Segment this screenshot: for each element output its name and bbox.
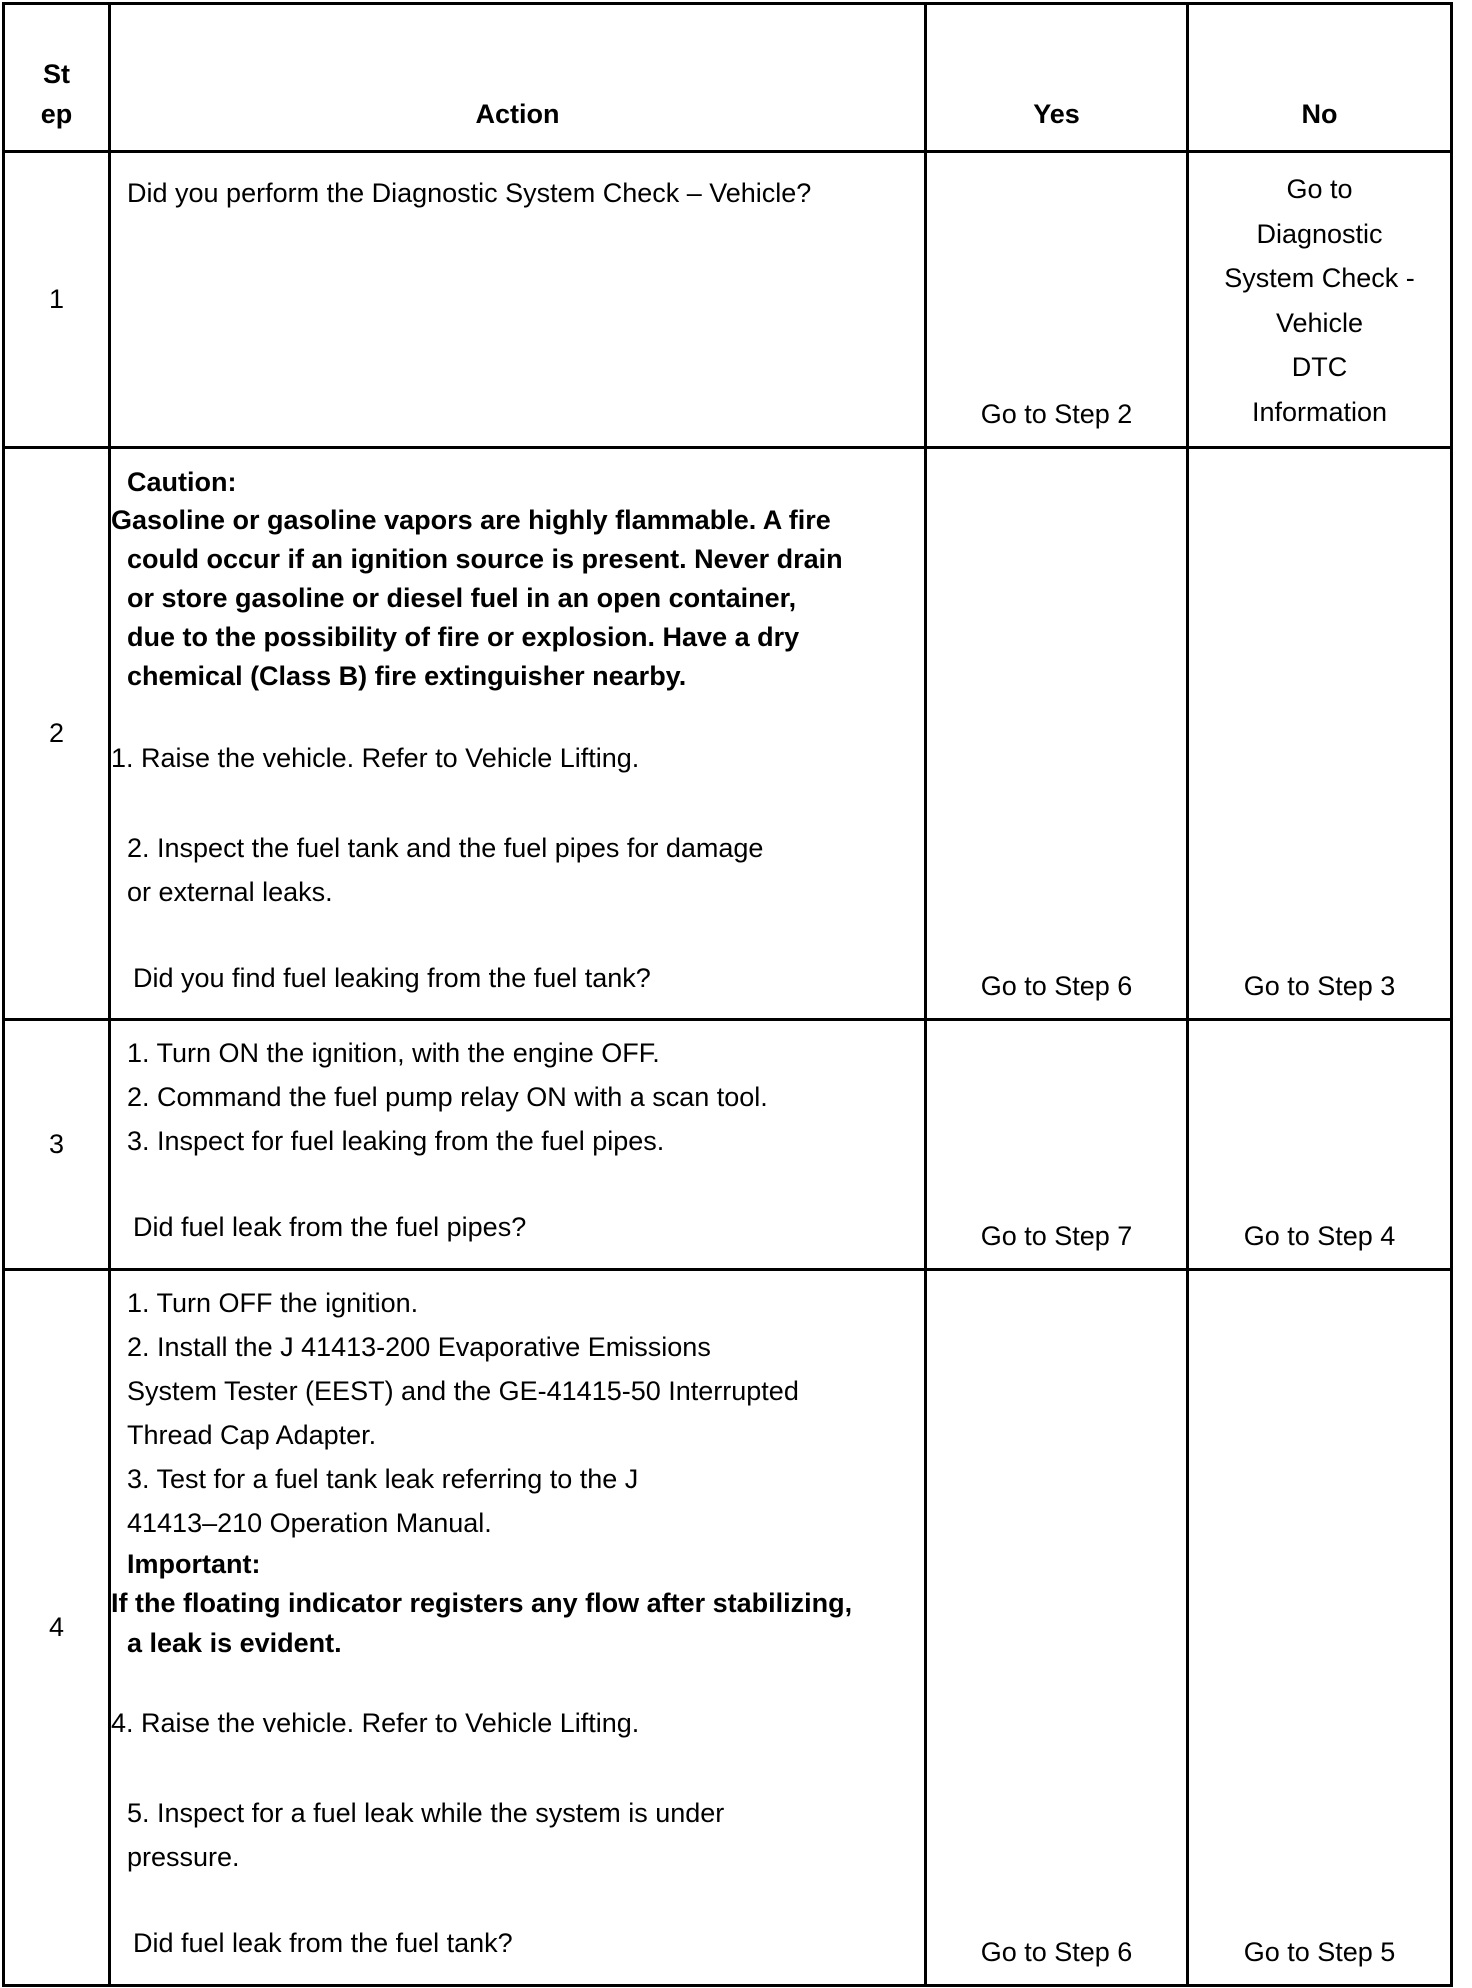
header-action: Action <box>110 4 926 152</box>
procedure-step: 3. Test for a fuel tank leak referring to the J <box>127 1464 639 1494</box>
no-cell <box>1188 1020 1452 1270</box>
no-answer: Go to Step 4 <box>1243 1221 1396 1251</box>
no-answer-line: Information <box>1251 396 1388 427</box>
no-answer: Go to Step 3 <box>1243 971 1396 1001</box>
header-yes: Yes <box>926 4 1188 152</box>
yes-cell <box>926 448 1188 1020</box>
procedure-step: 1. Turn OFF the ignition. <box>127 1288 419 1318</box>
no-answer-line: DTC <box>1291 352 1348 382</box>
no-answer-line: System Check - <box>1224 263 1415 293</box>
table-row-step-4 <box>4 1270 1452 1986</box>
step-number: 1 <box>4 152 110 448</box>
important-text-line: a leak is evident. <box>127 1628 342 1658</box>
action-question: Did you find fuel leaking from the fuel tank? <box>133 963 651 993</box>
procedure-step: 2. Inspect the fuel tank and the fuel pipes for damage <box>127 833 764 863</box>
caution-text-line: chemical (Class B) fire extinguisher nearby. <box>127 661 687 691</box>
action-question: Did fuel leak from the fuel pipes? <box>133 1212 527 1242</box>
caution-label: Caution: <box>127 467 237 497</box>
no-answer-line: Go to <box>1286 174 1353 204</box>
header-no: No <box>1188 4 1452 152</box>
important-label: Important: <box>127 1549 261 1579</box>
action-question: Did you perform the Diagnostic System Check – Vehicle? <box>127 178 812 208</box>
header-step-line1: St <box>43 59 70 89</box>
header-step-line2: ep <box>40 99 73 129</box>
yes-answer: Go to Step 6 <box>980 971 1133 1001</box>
procedure-step: 2. Command the fuel pump relay ON with a scan tool. <box>127 1082 768 1112</box>
step-number: 2 <box>4 448 110 1020</box>
table-row-step-1 <box>4 152 1452 448</box>
procedure-step: 3. Inspect for fuel leaking from the fuel pipes. <box>127 1126 665 1156</box>
no-cell <box>1188 1270 1452 1986</box>
yes-answer: Go to Step 6 <box>980 1937 1133 1967</box>
no-answer-line: Vehicle <box>1275 307 1364 338</box>
procedure-step-continued: 41413–210 Operation Manual. <box>127 1508 492 1538</box>
action-cell <box>110 1020 926 1270</box>
procedure-step: 1. Raise the vehicle. Refer to Vehicle Lifting. <box>111 743 640 773</box>
procedure-step-continued: System Tester (EEST) and the GE-41415-50 Interrupted <box>127 1376 799 1406</box>
caution-text-line: due to the possibility of fire or explosion. Have a dry <box>127 622 800 652</box>
yes-answer: Go to Step 7 <box>980 1221 1133 1251</box>
step-number: 4 <box>4 1270 110 1986</box>
procedure-step: 2. Install the J 41413-200 Evaporative Emissions <box>127 1332 711 1362</box>
important-text-line: If the floating indicator registers any flow after stabilizing, <box>111 1588 853 1618</box>
header-step <box>4 4 110 152</box>
action-cell <box>110 1270 926 1986</box>
caution-text-line: Gasoline or gasoline vapors are highly flammable. A fire <box>111 505 831 535</box>
no-cell <box>1188 448 1452 1020</box>
action-question: Did fuel leak from the fuel tank? <box>133 1928 513 1958</box>
procedure-step: 5. Inspect for a fuel leak while the system is under <box>127 1798 725 1828</box>
action-cell <box>110 152 926 448</box>
table-row-step-3 <box>4 1020 1452 1270</box>
yes-cell <box>926 1270 1188 1986</box>
procedure-step: 4. Raise the vehicle. Refer to Vehicle Lifting. <box>111 1708 640 1738</box>
procedure-step-continued: or external leaks. <box>127 877 333 907</box>
step-number: 3 <box>4 1020 110 1270</box>
no-answer: Go to Step 5 <box>1243 1937 1396 1967</box>
table-row-step-2 <box>4 448 1452 1020</box>
header-row <box>4 4 1452 152</box>
yes-cell <box>926 152 1188 448</box>
procedure-step: 1. Turn ON the ignition, with the engine OFF. <box>127 1038 660 1068</box>
caution-text-line: could occur if an ignition source is present. Never drain <box>127 544 843 574</box>
no-answer-line: Diagnostic <box>1256 218 1383 249</box>
yes-answer: Go to Step 2 <box>980 399 1133 429</box>
procedure-step-continued: pressure. <box>127 1842 240 1872</box>
caution-text-line: or store gasoline or diesel fuel in an open container, <box>127 583 797 613</box>
procedure-step-continued: Thread Cap Adapter. <box>127 1420 377 1450</box>
diagnostic-table <box>2 2 1453 1987</box>
action-cell <box>110 448 926 1020</box>
no-cell <box>1188 152 1452 448</box>
yes-cell <box>926 1020 1188 1270</box>
